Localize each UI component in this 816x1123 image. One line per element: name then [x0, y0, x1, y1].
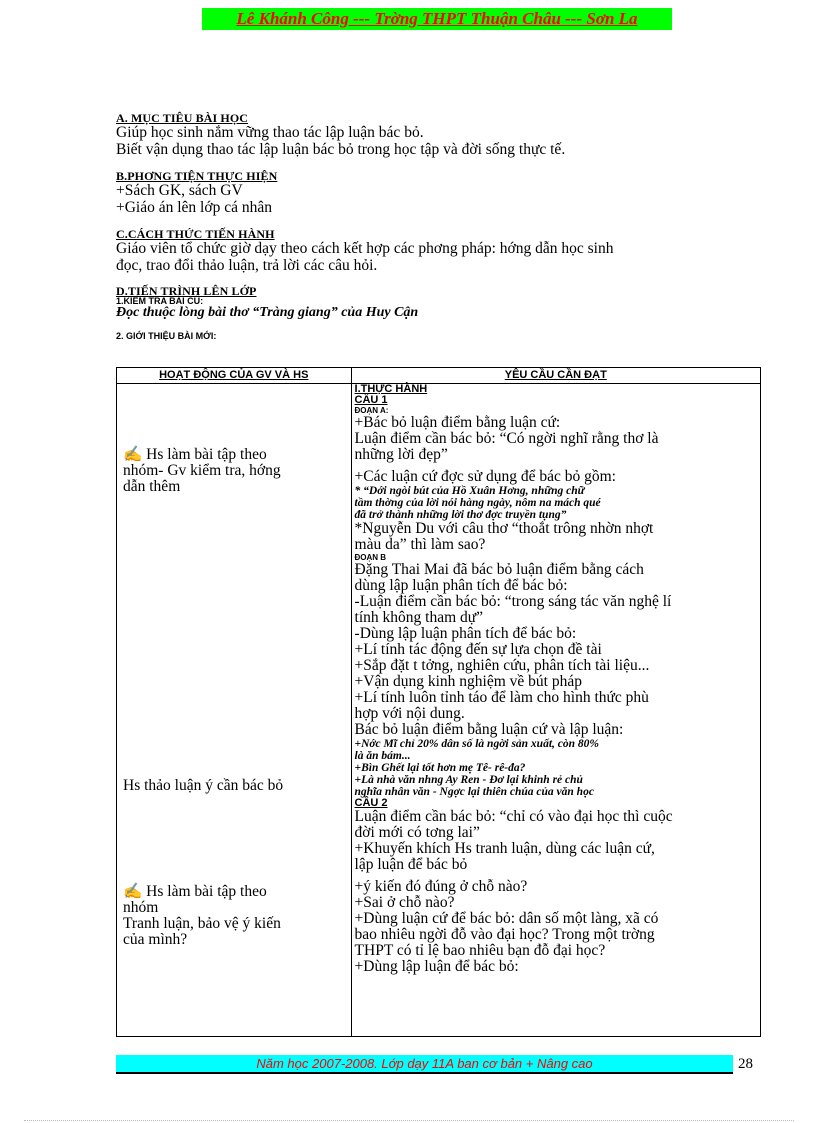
section-d	[116, 286, 766, 341]
page-number: 28	[738, 1056, 753, 1072]
req-italic-line: là ăn bám...	[354, 750, 411, 762]
req-line: lập luận để bác bỏ	[354, 856, 468, 873]
section-c-title: C.CÁCH THỨC TIẾN HÀNH	[116, 227, 275, 241]
col1-header: HOẠT ĐỘNG CỦA GV VÀ HS	[117, 368, 352, 384]
req-line: +Khuyến khích Hs tranh luận, dùng các luận cứ,	[354, 840, 655, 857]
teacher-activity-cell	[117, 384, 352, 1037]
section-c	[116, 229, 766, 274]
section-d-sub1-text: Đọc thuộc lòng bài thơ “Tràng giang” của Huy Cận	[116, 305, 419, 320]
requirements-cell	[351, 384, 760, 1037]
activity-table	[116, 367, 761, 1037]
left-block-2	[123, 778, 343, 794]
section-a-line: Giúp học sinh nắm vững thao tác lập luận bác bỏ.	[116, 124, 424, 141]
req-line: bao nhiêu ngời đỗ vào đại học? Trong một trờng	[354, 926, 655, 943]
req-italic-line: +Nớc Mĩ chỉ 20% dân số là ngời sản xuất, còn 80%	[354, 738, 599, 750]
req-line: *Nguyễn Du với câu thơ “thoắt trông nhờn nhợt	[354, 520, 654, 537]
req-line: hợp với nội dung.	[354, 705, 465, 722]
req-line: Đặng Thai Mai đã bác bỏ luận điểm bằng cách	[354, 561, 644, 578]
req-line: Bác bỏ luận điểm bằng luận cứ và lập luận:	[354, 721, 624, 738]
req-line: +Dùng luận cứ để bác bỏ: dân số một làng, xã có	[354, 910, 659, 927]
section-b-line: +Sách GK, sách GV	[116, 182, 243, 199]
req-italic-line: +Bìn Ghết lại tốt hơn mẹ Tê- rê-đa?	[354, 762, 526, 774]
col2-header: YÊU CẦU CẦN ĐẠT	[351, 368, 760, 384]
req-line: -Luận điểm cần bác bỏ: “trong sáng tác văn nghệ lí	[354, 593, 672, 610]
section-c-line: đọc, trao đổi thảo luận, trả lời các câu hỏi.	[116, 257, 378, 274]
req-line: Luận điểm cần bác bỏ: “chỉ có vào đại học thì cuộc	[354, 808, 673, 825]
section-a-title: A. MỤC TIÊU BÀI HỌC	[116, 111, 249, 125]
left-line: Tranh luận, bảo vệ ý kiến	[123, 915, 281, 932]
req-line: +Lí tính tác động đến sự lựa chọn đề tài	[354, 641, 602, 658]
page-header: Lê Khánh Công --- Trờng THPT Thuận Châu --- Sơn La	[202, 8, 672, 30]
req-line: THPT có tỉ lệ bao nhiêu bạn đỗ đại học?	[354, 942, 606, 959]
left-line: dẫn thêm	[123, 478, 181, 495]
req-line: +Sắp đặt t tởng, nghiên cứu, phân tích tài liệu...	[354, 657, 650, 674]
heading-passage-b: ĐOẠN B	[354, 553, 387, 562]
req-line: +Các luận cứ đợc sử dụng để bác bỏ gồm:	[354, 468, 616, 485]
left-line: ✍ Hs làm bài tập theo	[123, 446, 267, 463]
req-line: tính không tham dự”	[354, 609, 484, 626]
section-b-line: +Giáo án lên lớp cá nhân	[116, 199, 272, 216]
req-line: -Dùng lập luận phân tích để bác bỏ:	[354, 625, 577, 642]
left-block-1	[123, 447, 343, 495]
req-line: đời mới có tơng lai”	[354, 824, 480, 841]
heading-passage-a: ĐOẠN A:	[354, 406, 389, 415]
section-d-title: D.TIẾN TRÌNH LÊN LỚP	[116, 284, 257, 298]
req-italic-line: đã trở thành những lời thơ đợc truyền tụng”	[354, 509, 567, 521]
heading-question-1: CÂU 1	[354, 394, 388, 406]
req-line: màu da” thì làm sao?	[354, 536, 486, 553]
left-line: Hs thảo luận ý cần bác bỏ	[123, 777, 284, 794]
req-italic-line: +Là nhà văn nhng Ay Ren - Đơ lại khinh rẻ chủ	[354, 774, 583, 786]
heading-question-2: CÂU 2	[354, 797, 388, 809]
heading-practice: I.THỰC HÀNH	[354, 383, 428, 395]
section-b	[116, 171, 766, 216]
req-line: dùng lập luận phân tích để bác bỏ:	[354, 577, 568, 594]
left-line: nhóm	[123, 899, 159, 916]
req-line: +Bác bỏ luận điểm bằng luận cứ:	[354, 414, 561, 431]
req-line: +Lí tính luôn tỉnh táo để làm cho hình thức phù	[354, 689, 649, 706]
req-line: +ý kiến đó đúng ở chỗ nào?	[354, 878, 528, 895]
section-d-sub2: 2. GIỚI THIỆU BÀI MỚI:	[116, 331, 217, 341]
req-italic-line: nghĩa nhân văn - Ngợc lại thiên chúa của văn học	[354, 786, 594, 798]
section-a	[116, 113, 766, 158]
req-line: +Vận dụng kinh nghiệm về bút pháp	[354, 673, 582, 690]
req-italic-line: * “Dới ngòi bút của Hồ Xuân Hơng, những chữ	[354, 485, 585, 497]
left-line: ✍ Hs làm bài tập theo	[123, 883, 267, 900]
req-line: +Sai ở chỗ nào?	[354, 894, 455, 911]
req-line: những lời đẹp”	[354, 446, 448, 463]
section-d-sub1: 1.KIỂM TRA BÀI CŨ:	[116, 296, 204, 306]
page-footer: Năm học 2007-2008. Lớp dạy 11A ban cơ bản + Nâng cao	[116, 1055, 733, 1074]
req-line: +Dùng lập luận để bác bỏ:	[354, 958, 519, 975]
section-b-title: B.PHƠNG TIỆN THỰC HIỆN	[116, 169, 278, 183]
req-italic-line: tầm thờng của lời nói hàng ngày, nôm na mách qué	[354, 497, 601, 509]
left-line: nhóm- Gv kiểm tra, hớng	[123, 462, 281, 479]
section-c-line: Giáo viên tổ chức giờ dạy theo cách kết hợp các phơng pháp: hớng dẫn học sinh	[116, 240, 614, 257]
req-line: Luận điểm cần bác bỏ: “Có ngời nghĩ rằng thơ là	[354, 430, 659, 447]
left-line: của mình?	[123, 931, 188, 948]
page-divider	[24, 1120, 794, 1121]
section-a-line: Biết vận dụng thao tác lập luận bác bỏ trong học tập và đời sống thực tế.	[116, 141, 566, 158]
left-block-3	[123, 884, 343, 948]
